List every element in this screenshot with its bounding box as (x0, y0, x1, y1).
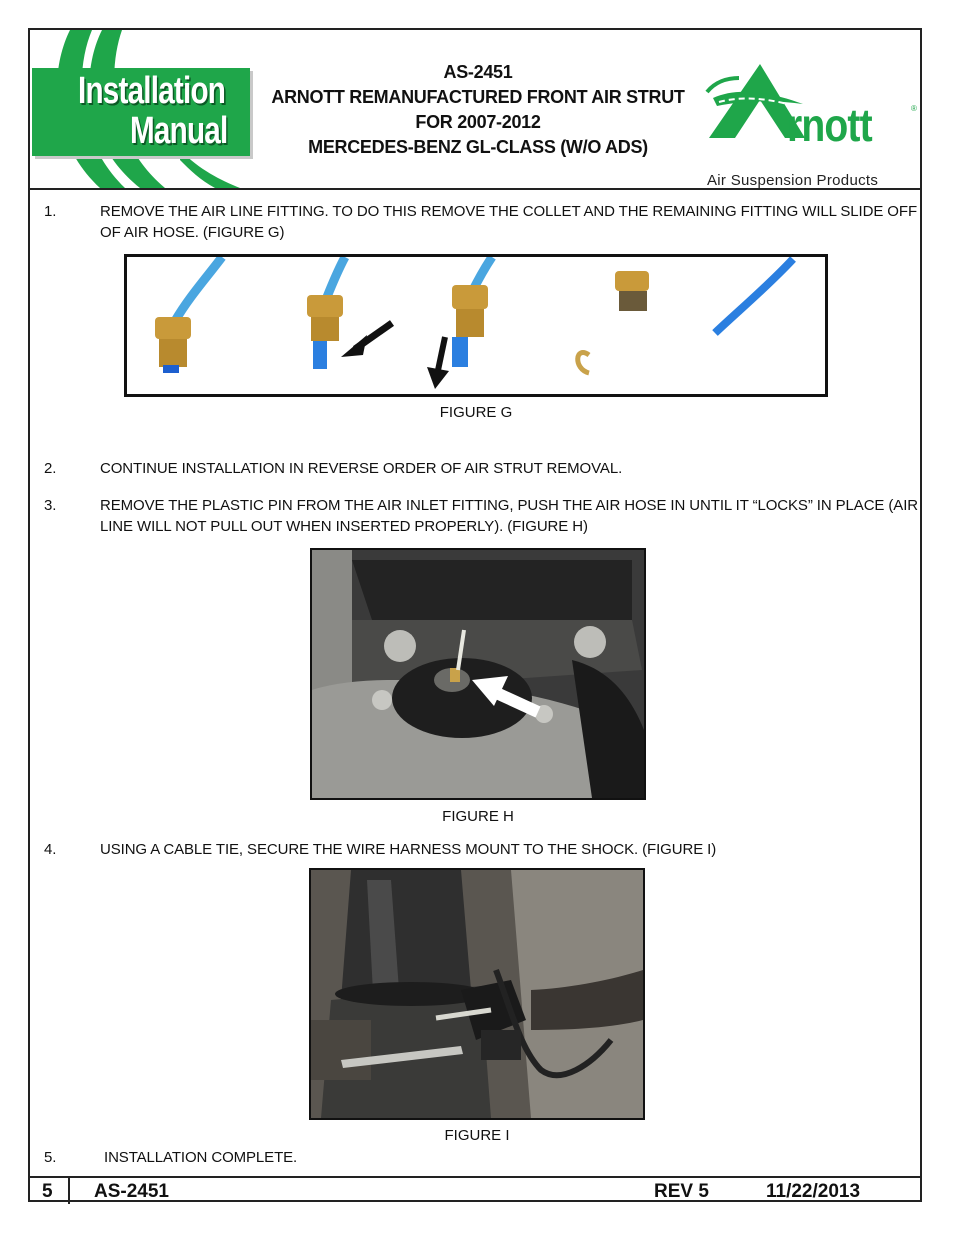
strut-top-mount-photo (312, 550, 644, 798)
figure-h-caption: FIGURE H (442, 808, 514, 825)
step-text: CONTINUE INSTALLATION IN REVERSE ORDER OF AIR STRUT REMOVAL. (100, 460, 623, 477)
fitting-disassembly-illustration (127, 257, 825, 394)
step-text: REMOVE THE PLASTIC PIN FROM THE AIR INLET FITTING, PUSH THE AIR HOSE IN UNTIL IT “LOCKS” IN PLACE (AIR LINE WILL NOT PULL OUT WHEN INSERTED PROPERLY). (FIGURE H) (100, 497, 919, 535)
footer-divider (68, 1178, 70, 1204)
figure-i-image (309, 868, 645, 1120)
footer-part-number: AS-2451 (94, 1181, 169, 1202)
title-product: ARNOTT REMANUFACTURED FRONT AIR STRUT (271, 87, 685, 107)
page-number: 5 (42, 1181, 53, 1202)
shock-cable-tie-photo (311, 870, 643, 1118)
step-text: USING A CABLE TIE, SECURE THE WIRE HARNESS MOUNT TO THE SHOCK. (FIGURE I) (100, 841, 717, 858)
page-header (30, 30, 920, 190)
title-vehicle: MERCEDES-BENZ GL-CLASS (W/O ADS) (308, 137, 648, 157)
registered-mark: ® (911, 104, 917, 113)
document-title (268, 60, 688, 160)
title-part-number: AS-2451 (443, 62, 513, 82)
step-number: 2. (44, 460, 57, 477)
page-footer (30, 1176, 920, 1204)
installation-manual-logo (30, 30, 260, 188)
footer-date: 11/22/2013 (766, 1181, 861, 1202)
step-text: REMOVE THE AIR LINE FITTING. TO DO THIS REMOVE THE COLLET AND THE REMAINING FITTING WILL SLIDE OFF OF AIR HOSE. (FIGURE G) (100, 203, 918, 241)
brand-tagline: Air Suspension Products (707, 172, 879, 189)
step-number: 5. (44, 1149, 57, 1166)
figure-g-image (124, 254, 828, 397)
step-number: 4. (44, 841, 57, 858)
arnott-brand-name: rnott (787, 99, 872, 151)
logo-text-manual: Manual (130, 110, 228, 152)
figure-i-caption: FIGURE I (444, 1127, 510, 1144)
arnott-logo (705, 60, 920, 189)
title-years: FOR 2007-2012 (415, 112, 541, 132)
step-text: INSTALLATION COMPLETE. (104, 1149, 298, 1166)
step-number: 1. (44, 203, 57, 220)
step-number: 3. (44, 497, 57, 514)
footer-revision: REV 5 (654, 1181, 709, 1202)
figure-h-image (310, 548, 646, 800)
logo-text-installation: Installation (78, 70, 226, 112)
figure-g-caption: FIGURE G (439, 404, 513, 421)
